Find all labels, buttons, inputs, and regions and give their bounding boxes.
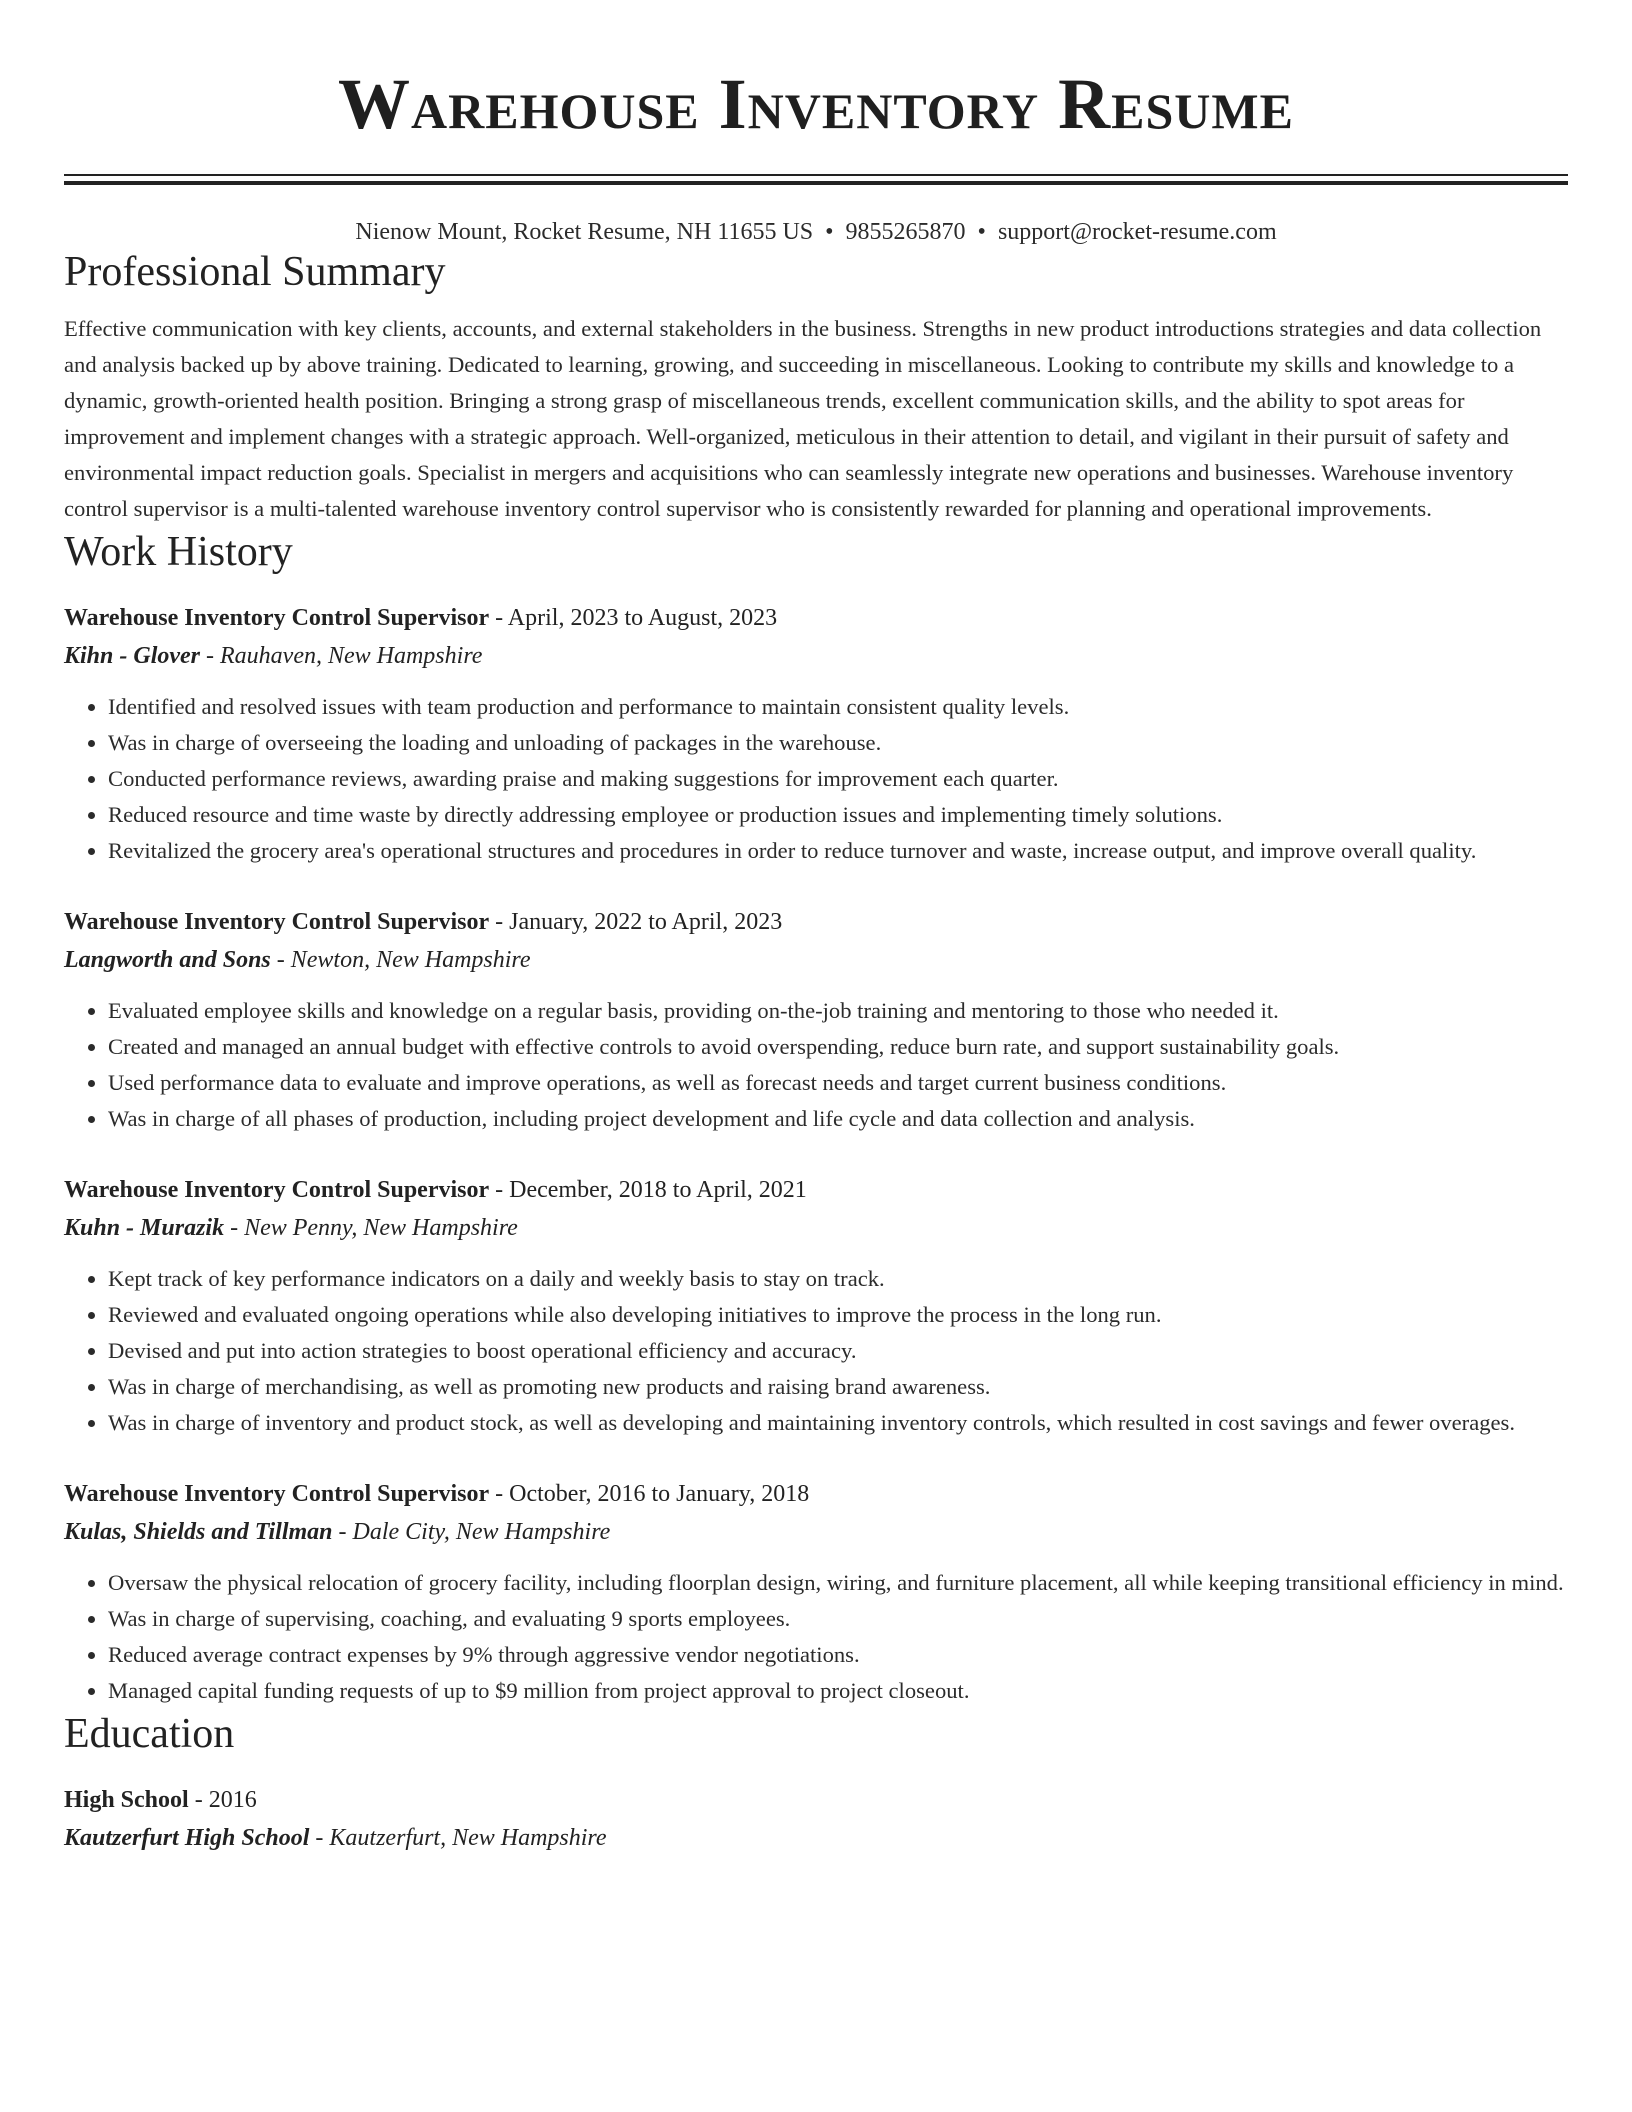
summary-text: Effective communication with key clients, accounts, and external stakeholders in the business. Strengths in new product introductions strategies and data collection and analysis backed up by above training. Dedicated to learning, growing, and succeeding in miscellaneous. Looking to contribute my skills and knowledge to a dynamic, growth-oriented health position. Bringing a strong grasp of miscellaneous trends, excellent communication skills, and the ability to spot areas for improvement and implement changes with a strategic approach. Well-organized, meticulous in their attention to detail, and vigilant in their pursuit of safety and environmental impact reduction goals. Specialist in mergers and acquisitions who can seamlessly integrate new operations and businesses. Warehouse inventory control supervisor is a multi-talented warehouse inventory control supervisor who is consistently rewarded for planning and operational improvements.	[64, 316, 1542, 521]
company-line	[64, 941, 1568, 979]
job-dates: - January, 2022 to April, 2023	[489, 909, 783, 935]
job-title-line	[64, 1475, 1568, 1513]
job-title-line	[64, 599, 1568, 637]
contact-separator: •	[825, 219, 834, 245]
job-bullets	[64, 1565, 1568, 1709]
job-bullet: • Revitalized the grocery area's operational structures and procedures in order to reduce turnover and waste, increase output, and improve overall quality.	[108, 833, 1568, 869]
company-location: - Dale City, New Hampshire	[332, 1519, 611, 1545]
company-line	[64, 1209, 1568, 1247]
job-dates: - December, 2018 to April, 2021	[489, 1177, 807, 1203]
job-bullets	[64, 689, 1568, 869]
job-bullet: • Devised and put into action strategies to boost operational efficiency and accuracy.	[108, 1333, 1568, 1369]
work-history-heading: Work History	[64, 529, 293, 575]
job-bullet: • Managed capital funding requests of up to $9 million from project approval to project closeout.	[108, 1673, 1568, 1709]
company-location: - New Penny, New Hampshire	[224, 1215, 518, 1241]
job-title: Warehouse Inventory Control Supervisor	[64, 605, 490, 631]
school-name: Kautzerfurt High School	[64, 1825, 310, 1851]
job-entry	[64, 599, 1568, 869]
job-bullets	[64, 1261, 1568, 1441]
job-bullet: • Kept track of key performance indicators on a daily and weekly basis to stay on track.	[108, 1261, 1568, 1297]
title-divider-thin	[64, 174, 1568, 176]
contact-address: Nienow Mount, Rocket Resume, NH 11655 US	[355, 219, 814, 245]
job-bullet: • Reviewed and evaluated ongoing operations while also developing initiatives to improve the process in the long run.	[108, 1297, 1568, 1333]
company-location: - Newton, New Hampshire	[270, 947, 531, 973]
contact-line	[64, 217, 1568, 247]
education-entry	[64, 1781, 1568, 1857]
job-title-line	[64, 1171, 1568, 1209]
company-name: Kuhn - Murazik	[64, 1215, 225, 1241]
job-bullet: • Reduced resource and time waste by directly addressing employee or production issues and implementing timely solutions.	[108, 797, 1568, 833]
school-location: - Kautzerfurt, New Hampshire	[309, 1825, 607, 1851]
degree-line	[64, 1781, 1568, 1819]
degree: High School	[64, 1787, 189, 1813]
job-title: Warehouse Inventory Control Supervisor	[64, 1481, 490, 1507]
contact-email: support@rocket-resume.com	[997, 219, 1277, 245]
resume-page	[64, 0, 1568, 1857]
job-title: Warehouse Inventory Control Supervisor	[64, 1177, 490, 1203]
job-bullet: • Reduced average contract expenses by 9% through aggressive vendor negotiations.	[108, 1637, 1568, 1673]
job-bullet: • Used performance data to evaluate and improve operations, as well as forecast needs and target current business conditions.	[108, 1065, 1568, 1101]
job-dates: - October, 2016 to January, 2018	[489, 1481, 810, 1507]
job-bullet: • Was in charge of overseeing the loading and unloading of packages in the warehouse.	[108, 725, 1568, 761]
job-bullet: • Conducted performance reviews, awarding praise and making suggestions for improvement each quarter.	[108, 761, 1568, 797]
job-bullet: • Was in charge of supervising, coaching, and evaluating 9 sports employees.	[108, 1601, 1568, 1637]
contact-separator: •	[977, 219, 986, 245]
graduation-year: - 2016	[188, 1787, 257, 1813]
job-title-line	[64, 903, 1568, 941]
company-location: - Rauhaven, New Hampshire	[200, 643, 483, 669]
company-name: Kihn - Glover	[64, 643, 201, 669]
contact-phone: 9855265870	[845, 219, 966, 245]
job-entry	[64, 1475, 1568, 1709]
job-entry	[64, 1171, 1568, 1441]
job-bullet: • Was in charge of merchandising, as well as promoting new products and raising brand awareness.	[108, 1369, 1568, 1405]
company-line	[64, 637, 1568, 675]
work-history-list	[64, 599, 1568, 1709]
job-dates: - April, 2023 to August, 2023	[489, 605, 778, 631]
resume-title: Warehouse Inventory Resume	[338, 64, 1294, 144]
title-divider-thick	[64, 181, 1568, 185]
education-heading: Education	[64, 1711, 235, 1757]
school-line	[64, 1819, 1568, 1857]
job-bullet: • Was in charge of inventory and product stock, as well as developing and maintaining inventory controls, which resulted in cost savings and fewer overages.	[108, 1405, 1568, 1441]
company-line	[64, 1513, 1568, 1551]
job-bullet: • Evaluated employee skills and knowledge on a regular basis, providing on-the-job training and mentoring to those who needed it.	[108, 993, 1568, 1029]
job-bullet: • Identified and resolved issues with team production and performance to maintain consistent quality levels.	[108, 689, 1568, 725]
company-name: Langworth and Sons	[64, 947, 271, 973]
job-title: Warehouse Inventory Control Supervisor	[64, 909, 490, 935]
job-entry	[64, 903, 1568, 1137]
job-bullet: • Created and managed an annual budget with effective controls to avoid overspending, reduce burn rate, and support sustainability goals.	[108, 1029, 1568, 1065]
company-name: Kulas, Shields and Tillman	[64, 1519, 333, 1545]
job-bullets	[64, 993, 1568, 1137]
job-bullet: • Oversaw the physical relocation of grocery facility, including floorplan design, wiring, and furniture placement, all while keeping transitional efficiency in mind.	[108, 1565, 1568, 1601]
job-bullet: • Was in charge of all phases of production, including project development and life cycle and data collection and analysis.	[108, 1101, 1568, 1137]
summary-heading: Professional Summary	[64, 249, 446, 295]
